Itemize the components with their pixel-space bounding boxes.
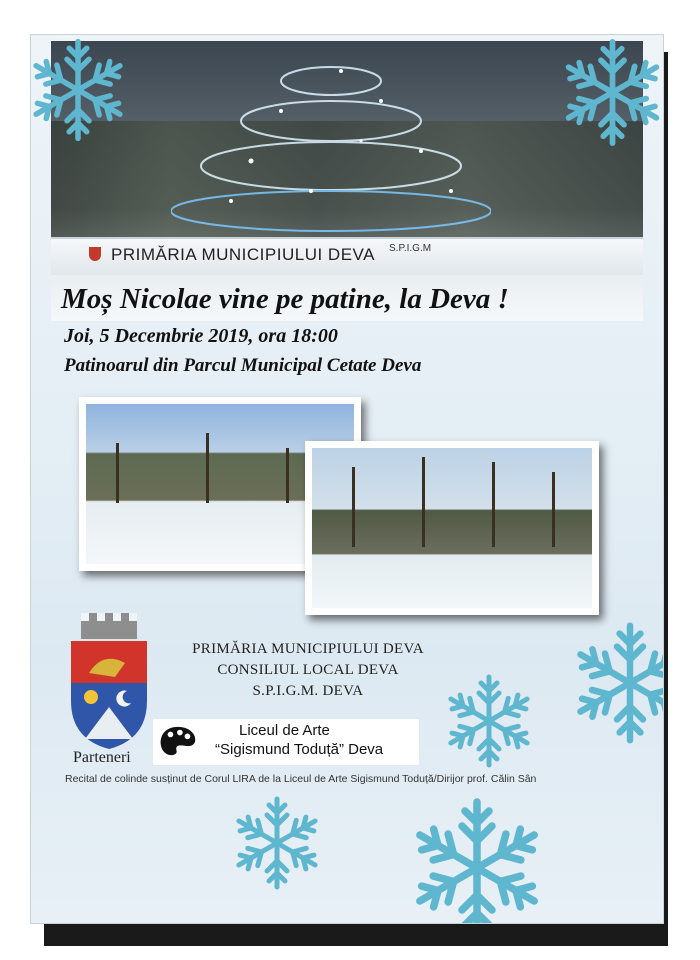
event-date: Joi, 5 Decembrie 2019, ora 18:00 — [64, 325, 338, 347]
rink-photo-2 — [305, 441, 599, 615]
event-poster — [30, 34, 664, 924]
organizer-line: CONSILIUL LOCAL DEVA — [217, 662, 399, 678]
organizer-line: S.P.I.G.M. DEVA — [252, 683, 364, 699]
partners-label: Parteneri — [73, 749, 131, 766]
event-title: Moș Nicolae vine pe patine, la Deva ! — [61, 283, 509, 315]
barrier-crest-icon — [89, 247, 101, 261]
organizer-line: PRIMĂRIA MUNICIPIULUI DEVA — [192, 641, 424, 657]
snowflake-icon — [439, 671, 539, 771]
school-logo-box — [153, 719, 419, 765]
snowflake-icon — [227, 793, 327, 893]
sparkle-spiral-icon — [171, 41, 491, 261]
recital-note: Recital de colinde susținut de Corul LIRA de la Liceul de Arte Sigismund Toduță/Dirijor prof. Călin Sân — [65, 773, 537, 785]
organizers-block — [173, 639, 443, 702]
barrier-text: PRIMĂRIA MUNICIPIULUI DEVA — [111, 245, 375, 264]
school-name-line2: “Sigismund Toduță” Deva — [215, 741, 384, 758]
palette-logo-icon — [159, 725, 197, 759]
snowflake-icon — [555, 35, 664, 150]
snowflake-icon — [377, 793, 577, 924]
snowflake-icon — [565, 593, 664, 773]
school-name-line1: Liceul de Arte — [239, 722, 330, 739]
barrier-sponsor: S.P.I.G.M — [389, 243, 432, 254]
snowflake-icon — [30, 35, 133, 145]
rink-photo-2-image — [312, 448, 592, 608]
coat-of-arms-icon — [67, 611, 151, 751]
event-venue: Patinoarul din Parcul Municipal Cetate Deva — [64, 355, 422, 376]
